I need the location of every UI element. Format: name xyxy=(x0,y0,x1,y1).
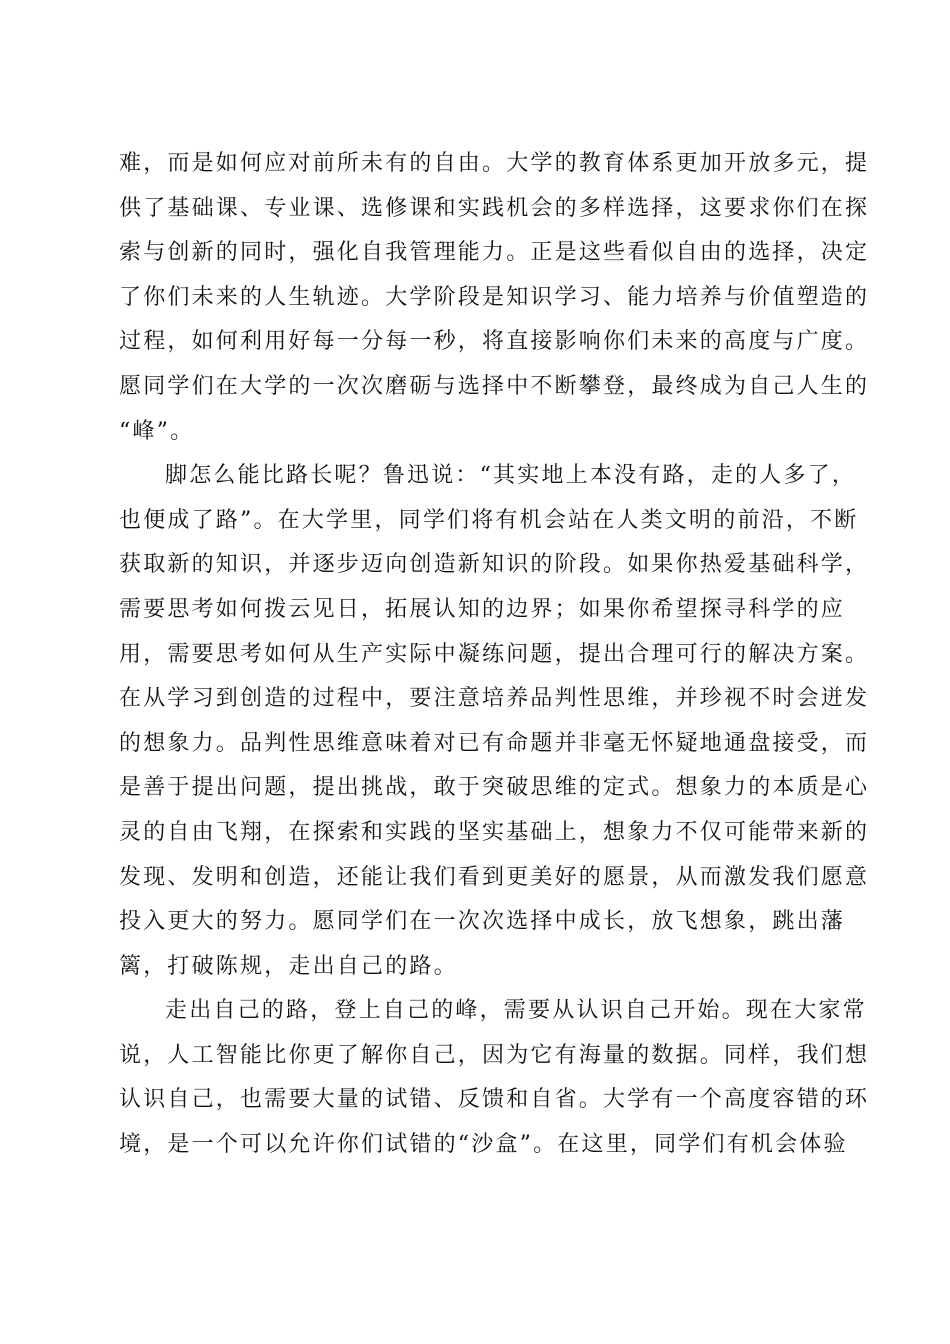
text-line: 走出自己的路，登上自己的峰，需要从认识自己开始。现在大家常 xyxy=(165,998,867,1024)
text-line: 也便成了路”。在大学里，同学们将有机会站在人类文明的前沿，不断 xyxy=(119,507,859,533)
text-line: 说，人工智能比你更了解你自己，因为它有海量的数据。同样，我们想 xyxy=(119,1042,870,1068)
text-line: 的想象力。品判性思维意味着对已有命题并非毫无怀疑地通盘接受，而 xyxy=(119,730,870,756)
body-text xyxy=(119,142,870,1168)
text-line: 了你们未来的人生轨迹。大学阶段是知识学习、能力培养与价值塑造的 xyxy=(119,284,870,310)
text-line: 索与创新的同时，强化自我管理能力。正是这些看似自由的选择，决定 xyxy=(119,240,870,266)
text-line: 在从学习到创造的过程中，要注意培养品判性思维，并珍视不时会迸发 xyxy=(119,686,870,712)
text-line: 需要思考如何拨云见日，拓展认知的边界；如果你希望探寻科学的应 xyxy=(119,596,846,622)
text-line: 灵的自由飞翔，在探索和实践的坚实基础上，想象力不仅可能带来新的 xyxy=(119,819,870,845)
text-line: 过程，如何利用好每一分每一秒，将直接影响你们未来的高度与广度。 xyxy=(119,329,870,355)
paragraph xyxy=(119,989,870,1167)
text-line: 愿同学们在大学的一次次磨砺与选择中不断攀登，最终成为自己人生的 xyxy=(119,373,870,399)
text-line: 篱，打破陈规，走出自己的路。 xyxy=(119,953,458,979)
text-line: 获取新的知识，并逐步迈向创造新知识的阶段。如果你热爱基础科学， xyxy=(119,552,870,578)
text-line: 难，而是如何应对前所未有的自由。大学的教育体系更加开放多元，提 xyxy=(119,151,870,176)
text-line: 投入更大的努力。愿同学们在一次次选择中成长，放飞想象，跳出藩 xyxy=(119,909,846,935)
text-line: 发现、发明和创造，还能让我们看到更美好的愿景，从而激发我们愿意 xyxy=(119,864,870,890)
text-line: 脚怎么能比路长呢？鲁迅说：“其实地上本没有路，走的人多了， xyxy=(165,463,857,489)
text-line: 是善于提出问题，提出挑战，敢于突破思维的定式。想象力的本质是心 xyxy=(119,775,870,801)
text-line: 供了基础课、专业课、选修课和实践机会的多样选择，这要求你们在探 xyxy=(119,195,870,221)
text-line: 境，是一个可以允许你们试错的“沙盒”。在这里，同学们有机会体验 xyxy=(119,1132,848,1158)
text-line: “峰”。 xyxy=(119,418,195,444)
paragraph xyxy=(119,142,870,454)
paragraph xyxy=(119,454,870,989)
text-line: 认识自己，也需要大量的试错、反馈和自省。大学有一个高度容错的环 xyxy=(119,1087,870,1113)
text-line: 用，需要思考如何从生产实际中凝练问题，提出合理可行的解决方案。 xyxy=(119,641,870,667)
